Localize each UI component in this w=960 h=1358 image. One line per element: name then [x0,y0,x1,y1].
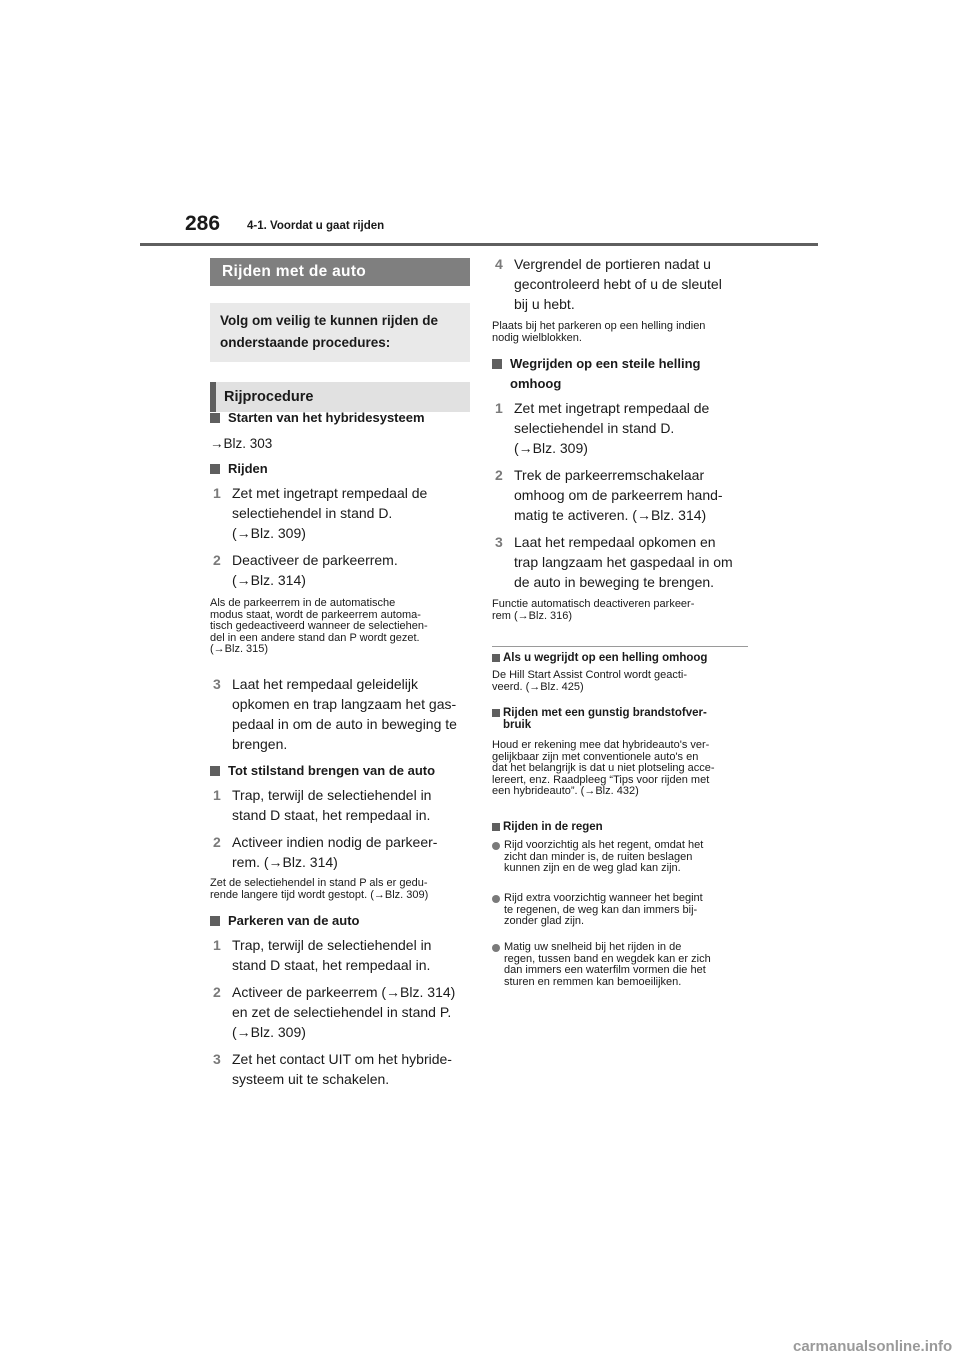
square-bullet-icon [492,359,502,369]
park-step-2: 2 Activeer de parkeerrem (→Blz. 314) en zet de selectiehendel in stand P. (→Blz. 309) [213,984,456,1040]
square-bullet-icon [492,823,500,831]
page-number: 286 [185,212,221,235]
stop-step-1: 1 Trap, terwijl de selectiehendel in stand D staat, het rempedaal in. [213,787,432,823]
stop-note: Zet de selectiehendel in stand P als er gedu- rende langere tijd wordt gestopt. (→Blz. 309) [210,877,429,901]
rain-bullet-2: Rijd extra voorzichtig wanneer het begint te regenen, de weg kan dan immers bij- zonder glad zijn. [492,893,703,928]
info-text-eco: Houd er rekening mee dat hybrideauto's ver- gelijkbaar zijn met conventionele auto's en dat het belangrijk is dat u niet plotseling acce- lereert, enz. Raadpleeg “Tips voor rijden met een hybrideauto”. (→Blz. 432) [492,739,715,797]
stop-step-2: 2 Activeer indien nodig de parkeer- rem. (→Blz. 314) [213,834,438,870]
info-heading-rain: Rijden in de regen [492,821,603,833]
hill-step-1: 1 Zet met ingetrapt rempedaal de selectiehendel in stand D. (→Blz. 309) [495,400,710,456]
intro-box: Volg om veilig te kunnen rijden de onderstaande procedures: [210,303,470,362]
drive-step-3: 3 Laat het rempedaal geleidelijk opkomen en trap langzaam het gas- pedaal in om de auto in beweging te brengen. [213,676,457,752]
heading-park: Parkeren van de auto [210,911,360,931]
subsection-title: Rijprocedure [210,382,470,412]
info-heading-hill: Als u wegrijdt op een helling omhoog [492,652,707,664]
park-step-4: 4 Vergrendel de portieren nadat u gecontroleerd hebt of u de sleutel bij u hebt. [495,256,722,312]
left-column [210,258,470,412]
square-bullet-icon [492,709,500,717]
drive-step-2: 2 Deactiveer de parkeerrem. (→Blz. 314) [213,552,398,588]
info-separator [492,646,748,647]
park-step-1: 1 Trap, terwijl de selectiehendel in stand D staat, het rempedaal in. [213,937,432,973]
hill-note: Functie automatisch deactiveren parkeer- rem (→Blz. 316) [492,598,695,622]
square-bullet-icon [210,464,220,474]
drive-step-1: 1 Zet met ingetrapt rempedaal de selectiehendel in stand D. (→Blz. 309) [213,485,428,541]
heading-hill-start: Wegrijden op een steile helling omhoog [492,354,700,394]
watermark: carmanualsonline.info [793,1338,953,1355]
square-bullet-icon [210,916,220,926]
heading-start-system: Starten van het hybridesysteem [210,408,425,428]
hill-step-2: 2 Trek de parkeerremschakelaar omhoog om de parkeerrem hand- matig te activeren. (→Blz. 314) [495,467,723,523]
chapter-title: 4-1. Voordat u gaat rijden [247,220,385,232]
round-bullet-icon [492,842,500,850]
info-text-hill: De Hill Start Assist Control wordt geacti- veerd. (→Blz. 425) [492,669,688,693]
drive-note: Als de parkeerrem in de automatische modus staat, wordt de parkeerrem automa- tisch gedeactiveerd wanneer de selectiehen- del in een andere stand dan P wordt gezet. (→Blz. 315) [210,597,428,655]
header-rule [140,243,818,246]
heading-drive: Rijden [210,459,268,479]
park-step-3: 3 Zet het contact UIT om het hybride- systeem uit te schakelen. [213,1051,452,1087]
square-bullet-icon [210,413,220,423]
park-note: Plaats bij het parkeren op een helling indien nodig wielblokken. [492,320,706,344]
hill-step-3: 3 Laat het rempedaal opkomen en trap langzaam het gaspedaal in om de auto in beweging te brengen. [495,534,733,590]
heading-stop: Tot stilstand brengen van de auto [210,761,435,781]
square-bullet-icon [492,654,500,662]
round-bullet-icon [492,895,500,903]
section-title: Rijden met de auto [210,258,470,286]
info-heading-eco: Rijden met een gunstig brandstofver- bruik [492,707,707,731]
round-bullet-icon [492,944,500,952]
ref-start: →Blz. 303 [210,436,273,451]
rain-bullet-3: Matig uw snelheid bij het rijden in de regen, tussen band en wegdek kan er zich dan immers een waterfilm vormen die het sturen en remmen kan bemoeilijken. [492,942,711,988]
square-bullet-icon [210,766,220,776]
rain-bullet-1: Rijd voorzichtig als het regent, omdat het zicht dan minder is, de ruiten beslagen kunnen zijn en de weg glad kan zijn. [492,840,703,875]
